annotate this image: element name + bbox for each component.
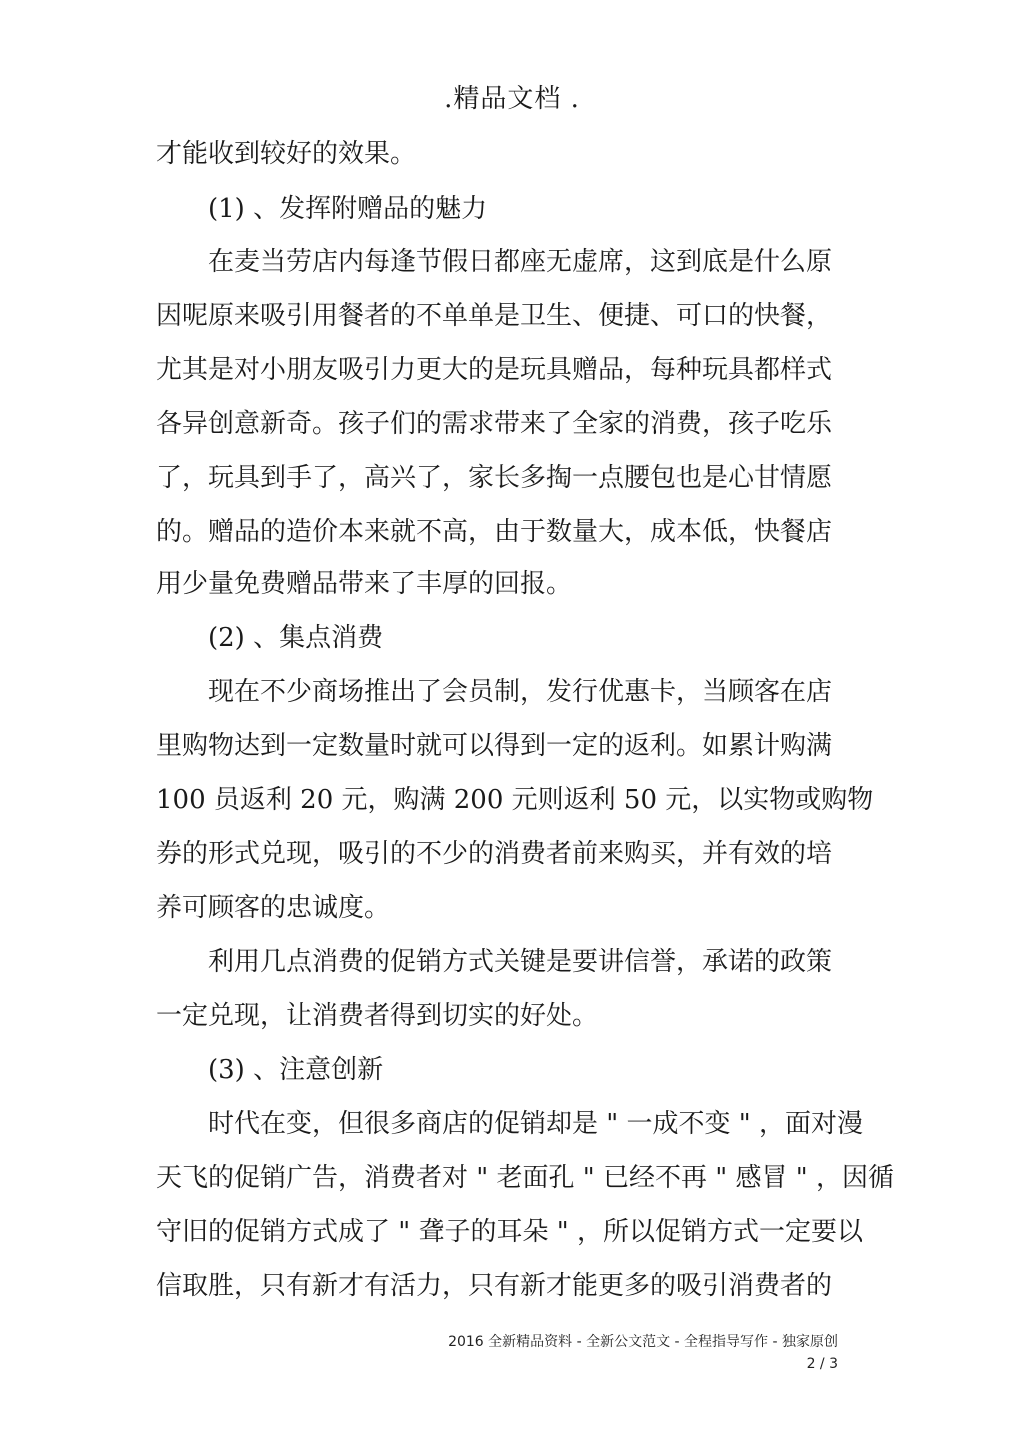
page-number: 2 / 3 bbox=[806, 1356, 838, 1372]
text-line: 100 员返利 20 元，购满 200 元则返利 50 元，以实物或购物 bbox=[156, 785, 874, 815]
text-line: 时代在变，但很多商店的促销却是 " 一成不变 " ，面对漫 bbox=[208, 1109, 863, 1139]
text-line: 天飞的促销广告，消费者对 " 老面孔 " 已经不再 " 感冒 " ，因循 bbox=[156, 1163, 894, 1193]
section-heading-1: (1) 、发挥附赠品的魅力 bbox=[208, 194, 488, 224]
page-header-title: .精品文档 . bbox=[444, 84, 580, 114]
text-line: 才能收到较好的效果。 bbox=[156, 139, 417, 169]
text-line: 一定兑现，让消费者得到切实的好处。 bbox=[156, 1001, 599, 1031]
page-footer bbox=[448, 1331, 838, 1375]
text-line: 了，玩具到手了，高兴了，家长多掏一点腰包也是心甘情愿 bbox=[156, 463, 833, 493]
text-line: 尤其是对小朋友吸引力更大的是玩具赠品，每种玩具都样式 bbox=[156, 355, 833, 385]
text-line: 里购物达到一定数量时就可以得到一定的返利。如累计购满 bbox=[156, 731, 833, 761]
text-line: 各异创意新奇。孩子们的需求带来了全家的消费，孩子吃乐 bbox=[156, 409, 833, 439]
text-line: 的。赠品的造价本来就不高，由于数量大，成本低，快餐店 bbox=[156, 517, 833, 547]
text-line: 养可顾客的忠诚度。 bbox=[156, 893, 391, 923]
text-line: 因呢原来吸引用餐者的不单单是卫生、便捷、可口的快餐， bbox=[156, 301, 833, 331]
text-line: 守旧的促销方式成了 " 聋子的耳朵 " ，所以促销方式一定要以 bbox=[156, 1217, 863, 1247]
section-heading-2: (2) 、集点消费 bbox=[208, 623, 384, 653]
footer-text: 2016 全新精品资料 - 全新公文范文 - 全程指导写作 - 独家原创 bbox=[448, 1334, 838, 1350]
section-heading-3: (3) 、注意创新 bbox=[208, 1055, 384, 1085]
text-line: 券的形式兑现，吸引的不少的消费者前来购买，并有效的培 bbox=[156, 839, 833, 869]
text-line: 信取胜，只有新才有活力，只有新才能更多的吸引消费者的 bbox=[156, 1271, 833, 1301]
text-line: 在麦当劳店内每逢节假日都座无虚席，这到底是什么原 bbox=[208, 247, 833, 277]
text-line: 利用几点消费的促销方式关键是要讲信誉，承诺的政策 bbox=[208, 947, 833, 977]
text-line: 现在不少商场推出了会员制，发行优惠卡，当顾客在店 bbox=[208, 677, 833, 707]
text-line: 用少量免费赠品带来了丰厚的回报。 bbox=[156, 569, 573, 599]
